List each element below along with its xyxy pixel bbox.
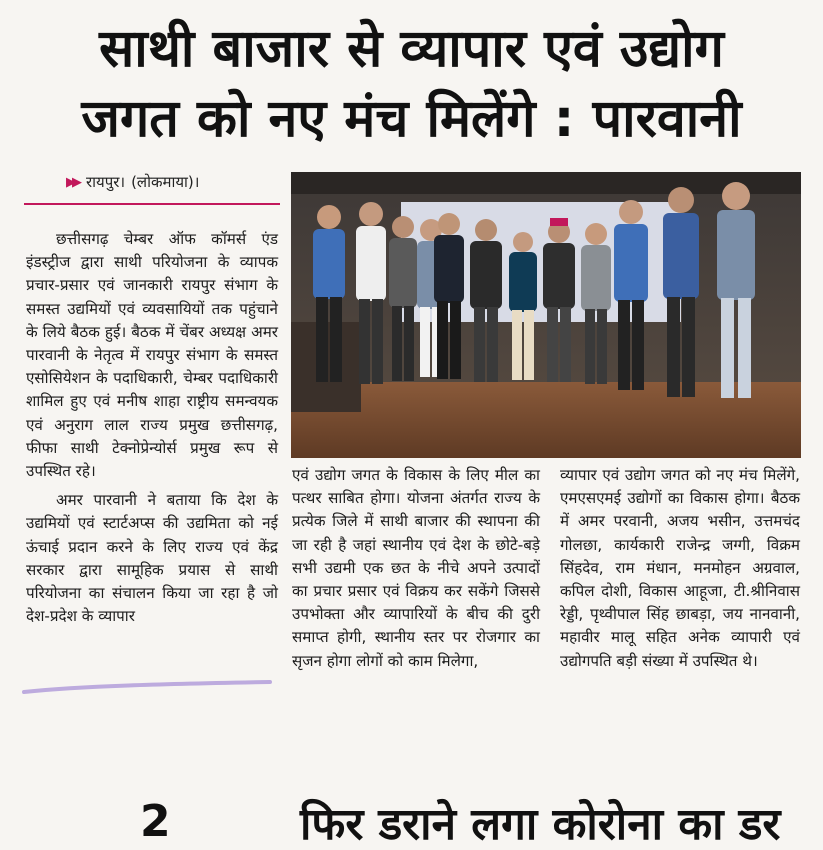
pen-underline-mark	[22, 680, 272, 696]
headline-line-1: साथी बाजार से व्यापार एवं उद्योग	[99, 19, 724, 79]
bottom-number: 2	[140, 796, 171, 847]
article-paragraph: व्यापार एवं उद्योग जगत को नए मंच मिलेंगे, एमएसएमई उद्योगों का विकास होगा। बैठक में अमर परवानी, अजय भसीन, उत्तमचंद गोलछा, कार्यकारी राजेन्द्र जग्गी, विक्रम सिंहदेव, राम मंधान, मनमोहन अग्रवाल, कपिल दोशी, विकास आहूजा, टी.श्रीनिवास रेड्डी, पृथ्वीपाल सिंह छाबड़ा, जय नानवानी, महावीर मालू सहित अनेक व्यापारी एवं उद्योगपति बड़ी संख्या में उपस्थित थे।	[560, 466, 800, 670]
article-column-1	[26, 228, 278, 628]
article-paragraph: अमर पारवानी ने बताया कि देश के उद्यमियों एवं स्टार्टअप्स की उद्यमिता को नई ऊंचाई प्रदान करने के लिए राज्य एवं केंद्र सरकार द्वारा सामूहिक प्रयास से साथी परियोजना का संचालन किया जा रहा है जो देश-प्रदेश के व्यापार	[26, 491, 278, 626]
double-arrow-icon: ▶▶	[66, 174, 78, 190]
event-photo	[291, 172, 801, 458]
article-paragraph: छत्तीसगढ़ चेम्बर ऑफ कॉमर्स एंड इंडस्ट्रीज द्वारा साथी परियोजना के व्यापक प्रचार-प्रसार एवं जानकारी रायपुर संभाग के समस्त उद्यमियों एवं व्यवसायियों तक पहुंचाने के लिये बैठक हुई। बैठक में चेंबर अध्यक्ष अमर पारवानी के नेतृत्व में रायपुर संभाग के समस्त एसोसियेशन के पदाधिकारी, चेम्बर पदाधिकारी शामिल हुए एवं मनीष शाहा राष्ट्रीय समन्वयक एवं अनुराग लाल राज्य प्रमुख छत्तीसगढ़, फीफा साथी टेक्नोप्रेन्योर्स प्रमुख रूप से उपस्थित रहे।	[26, 230, 278, 481]
dateline-agency: (लोकमाया)।	[131, 173, 200, 191]
headline	[14, 14, 809, 154]
article-column-3	[560, 464, 800, 673]
dateline-rule	[24, 203, 280, 205]
article-column-2	[292, 464, 540, 673]
headline-line-2: जगत को नए मंच मिलेंगे : पारवानी	[81, 89, 742, 149]
dateline	[66, 172, 199, 192]
bottom-headline: फिर डराने लगा कोरोना का डर	[300, 799, 781, 850]
dateline-city: रायपुर।	[86, 173, 126, 191]
article-paragraph: एवं उद्योग जगत के विकास के लिए मील का पत्थर साबित होगा। योजना अंतर्गत राज्य के प्रत्येक जिले में साथी बाजार की स्थापना की जा रही है जहां स्थानीय एवं देश के छोटे-बड़े सभी उद्यमी एक छत के नीचे अपने उत्पादों का प्रचार प्रसार एवं विक्रय कर सकेंगे जिससे उपभोक्ता और व्यापारियों के बीच की दुरी समाप्त होगी, स्थानीय स्तर पर रोजगार का सृजन होगा लोगों को काम मिलेगा,	[292, 466, 540, 670]
